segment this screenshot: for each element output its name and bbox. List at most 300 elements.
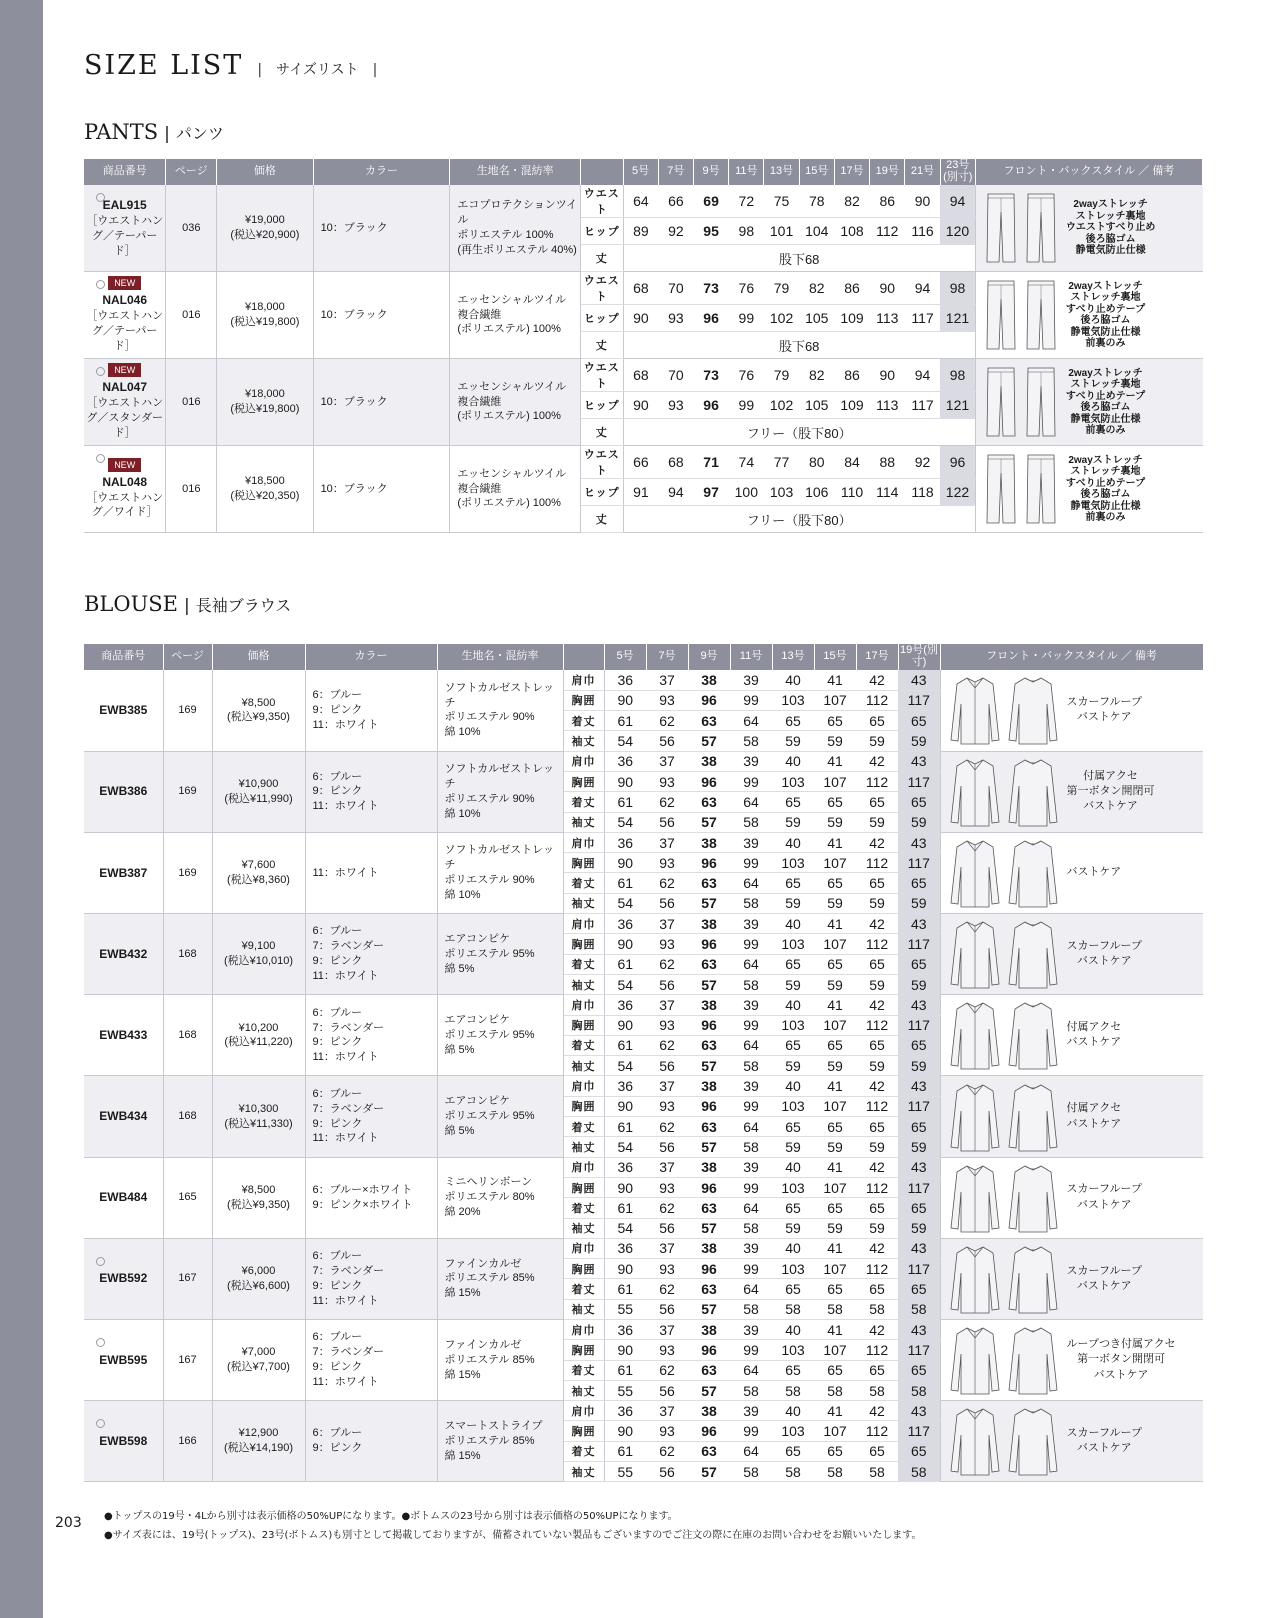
- measure-label: 袖丈: [563, 1380, 604, 1400]
- size-value: 99: [730, 1340, 772, 1360]
- product-cell: [84, 185, 166, 272]
- size-value: 56: [646, 731, 688, 751]
- size-value: 61: [604, 1035, 646, 1055]
- product-cell: [84, 1401, 163, 1482]
- size-value: 103: [772, 934, 814, 954]
- table-row: [84, 185, 1203, 218]
- price-cell: [212, 914, 305, 995]
- measure-label: 袖丈: [563, 1056, 604, 1076]
- note-line: 2wayストレッチ: [1068, 367, 1143, 379]
- size-value: 59: [772, 1218, 814, 1238]
- size-value: 40: [772, 832, 814, 852]
- size-value: 65: [814, 954, 856, 974]
- fabric-line: ファインカルゼ: [444, 1257, 522, 1270]
- size-value: 42: [856, 1076, 898, 1096]
- pants-front-icon: [984, 192, 1018, 264]
- measure-label: 胸囲: [563, 771, 604, 791]
- color-line: 6：ブルー: [312, 1087, 363, 1100]
- size-value: 63: [688, 1441, 730, 1461]
- blouse-illustrations: [949, 1081, 1059, 1153]
- color-cell: [305, 1401, 437, 1482]
- size-value: 59: [814, 731, 856, 751]
- note-line: 付属アクセ: [1066, 1102, 1122, 1115]
- size-value: 104: [799, 218, 834, 245]
- size-value: 65: [772, 792, 814, 812]
- size-value: 40: [772, 1320, 814, 1340]
- pants-illustrations: [984, 279, 1058, 351]
- title-separator-right: |: [372, 62, 378, 78]
- fabric-line: ポリエステル 85%: [444, 1353, 535, 1366]
- size-value: 64: [730, 1441, 772, 1461]
- measure-label: 胸囲: [563, 1015, 604, 1035]
- size-value: 65: [856, 1035, 898, 1055]
- eco-mark-icon: [96, 1257, 105, 1266]
- size-value: 86: [834, 359, 869, 392]
- size-value: 62: [646, 792, 688, 812]
- size-value: 63: [688, 873, 730, 893]
- size-value: 62: [646, 1441, 688, 1461]
- price-tax: (税込¥11,990): [224, 792, 293, 805]
- blouse-item-group: [84, 832, 1203, 913]
- fabric-line: 綿 15%: [444, 1368, 481, 1381]
- blouse-item-group: [84, 1401, 1203, 1482]
- product-cell: [84, 1157, 163, 1238]
- size-value: 38: [688, 1238, 730, 1258]
- product-code: NAL048: [102, 474, 148, 489]
- size-value: 65: [814, 1198, 856, 1218]
- size-value: 63: [688, 1279, 730, 1299]
- size-value: 58: [730, 1137, 772, 1157]
- size-value: 39: [730, 914, 772, 934]
- color-line: 11：ホワイト: [312, 866, 379, 879]
- product-code: EWB433: [99, 1027, 148, 1042]
- size-value: 99: [730, 1259, 772, 1279]
- size-value: 59: [856, 731, 898, 751]
- header-size: [623, 159, 658, 185]
- blouse-illustrations: [949, 1405, 1059, 1477]
- size-value: 40: [772, 670, 814, 690]
- size-value: 65: [898, 1117, 940, 1137]
- product-cell: [84, 1320, 163, 1401]
- fabric-line: 綿 5%: [444, 1043, 475, 1056]
- measure-label: 丈: [581, 506, 624, 533]
- price-tax: (税込¥14,190): [223, 1442, 294, 1455]
- table-row: [84, 1157, 1203, 1177]
- size-value: 59: [898, 893, 940, 913]
- measure-label: 肩巾: [563, 670, 604, 690]
- size-value: 65: [856, 711, 898, 731]
- blouse-back-icon: [1007, 837, 1059, 909]
- size-value: 57: [688, 731, 730, 751]
- price: ¥12,900: [238, 1427, 279, 1440]
- size-value: 93: [646, 771, 688, 791]
- header-fabric: 生地名・混紡率: [450, 159, 581, 185]
- size-value: 65: [856, 1360, 898, 1380]
- size-value: 54: [604, 812, 646, 832]
- fabric-cell: [437, 914, 563, 995]
- note-line: ストレッチ裏地: [1075, 210, 1146, 222]
- size-value: 39: [730, 832, 772, 852]
- size-value: 62: [646, 1279, 688, 1299]
- note-line: ストレッチ裏地: [1070, 379, 1141, 390]
- size-value: 64: [730, 1198, 772, 1218]
- measure-label: 丈: [581, 245, 624, 272]
- pants-item-group: [84, 446, 1203, 533]
- color-line: 7：ラベンダー: [312, 1265, 385, 1278]
- style-cell: [940, 832, 1203, 913]
- header-size-note: (別寸): [911, 644, 938, 668]
- size-value: 105: [799, 305, 834, 332]
- size-value: 58: [772, 1380, 814, 1400]
- size-value: 64: [623, 185, 658, 218]
- note-line: バストケア: [1076, 1198, 1132, 1211]
- price-tax: (税込¥19,800): [230, 316, 300, 328]
- measure-label: 肩巾: [563, 1320, 604, 1340]
- note-line: スカーフループ: [1066, 1426, 1142, 1439]
- size-value: 110: [834, 479, 869, 506]
- fabric-line: 複合繊維: [457, 482, 502, 495]
- size-value: 117: [898, 690, 940, 710]
- blouse-illustrations: [949, 999, 1059, 1071]
- size-value: 58: [856, 1380, 898, 1400]
- fabric-line: ポリエステル 90%: [444, 711, 535, 724]
- measure-label: ヒップ: [581, 305, 624, 332]
- size-value: 65: [772, 1279, 814, 1299]
- blouse-front-icon: [949, 837, 1001, 909]
- blouse-heading-en: BLOUSE: [84, 592, 179, 616]
- header-measure: [581, 159, 624, 185]
- blouse-illustrations: [949, 918, 1059, 990]
- size-value: 37: [646, 832, 688, 852]
- measure-label: 肩巾: [563, 995, 604, 1015]
- size-value: 80: [799, 446, 834, 479]
- table-row: [84, 832, 1203, 852]
- footnotes: [104, 1508, 921, 1545]
- blouse-illustrations: [949, 1162, 1059, 1234]
- style-content: [976, 366, 1203, 438]
- size-value: 102: [764, 305, 799, 332]
- size-value: 96: [688, 1177, 730, 1197]
- size-value: 76: [729, 359, 764, 392]
- size-value: 40: [772, 1076, 814, 1096]
- product-cell: [84, 670, 163, 751]
- color-line: 11：ホワイト: [312, 970, 379, 982]
- price: ¥8,500: [241, 696, 276, 709]
- size-value: 58: [898, 1462, 940, 1482]
- fabric-line: 綿 20%: [444, 1206, 481, 1219]
- size-value: 59: [814, 974, 856, 994]
- size-value: 38: [688, 914, 730, 934]
- size-value: 66: [623, 446, 658, 479]
- eco-mark-icon: [96, 367, 105, 376]
- fabric-line: ソフトカルゼストレッチ: [444, 681, 555, 709]
- size-value: 93: [646, 1177, 688, 1197]
- fabric-cell: [437, 751, 563, 832]
- size-value: 65: [772, 1035, 814, 1055]
- size-value: 112: [856, 934, 898, 954]
- product-cell: [84, 446, 166, 533]
- color-cell: [305, 914, 437, 995]
- product-code: EWB434: [99, 1109, 148, 1124]
- fabric-cell: [437, 995, 563, 1076]
- size-value: 40: [772, 751, 814, 771]
- pants-front-icon: [984, 453, 1018, 525]
- size-value: 41: [814, 1238, 856, 1258]
- size-value: 58: [814, 1380, 856, 1400]
- size-value: 38: [688, 1320, 730, 1340]
- header-size-label: 9号: [702, 165, 720, 178]
- page-cell: 169: [163, 751, 212, 832]
- size-value: 117: [898, 771, 940, 791]
- size-value: 107: [814, 771, 856, 791]
- measure-label: 着丈: [563, 1117, 604, 1137]
- size-value: 39: [730, 751, 772, 771]
- style-content: [941, 756, 1204, 828]
- product-cell: [84, 359, 166, 446]
- size-value: 59: [898, 731, 940, 751]
- size-value: 65: [772, 1117, 814, 1137]
- size-value: 69: [693, 185, 728, 218]
- size-value: 59: [856, 974, 898, 994]
- size-value: 58: [772, 1299, 814, 1319]
- size-value: 100: [729, 479, 764, 506]
- price-tax: (税込¥8,360): [227, 873, 290, 886]
- header-color: カラー: [313, 159, 450, 185]
- size-value: 93: [646, 1096, 688, 1116]
- size-value: 65: [856, 1441, 898, 1461]
- size-value: 65: [856, 1279, 898, 1299]
- fabric-line: ポリエステル 95%: [444, 1110, 535, 1123]
- price: ¥10,900: [238, 777, 279, 790]
- size-value: 103: [772, 690, 814, 710]
- style-content: [941, 918, 1204, 990]
- page-title-jp: サイズリスト: [276, 62, 359, 78]
- size-value: 41: [814, 751, 856, 771]
- size-value: 99: [730, 690, 772, 710]
- size-value: 72: [729, 185, 764, 218]
- color-line: 9：ピンク: [312, 1117, 363, 1130]
- fabric-line: エアコンピケ: [444, 1095, 510, 1108]
- pants-item-group: [84, 359, 1203, 446]
- note-line: 2wayストレッチ: [1073, 199, 1148, 211]
- size-value: 36: [604, 1320, 646, 1340]
- size-value: 92: [905, 446, 940, 479]
- style-notes: [1067, 1426, 1142, 1457]
- size-value: 94: [905, 272, 940, 305]
- size-value: 90: [905, 185, 940, 218]
- color-line: 11：ホワイト: [312, 1132, 379, 1145]
- size-value: 56: [646, 1056, 688, 1076]
- price-cell: [217, 446, 313, 533]
- size-value: 93: [646, 853, 688, 873]
- size-value: 59: [898, 1056, 940, 1076]
- fabric-line: 綿 15%: [444, 1449, 481, 1462]
- price: ¥19,000: [244, 214, 285, 227]
- size-value: 41: [814, 1076, 856, 1096]
- color-line: 7：ラベンダー: [312, 940, 385, 953]
- product-cell: [84, 751, 163, 832]
- fabric-line: 綿 5%: [444, 962, 475, 975]
- size-value: 64: [730, 792, 772, 812]
- price-cell: [212, 1320, 305, 1401]
- header-color: カラー: [305, 644, 437, 670]
- fabric-line: 複合繊維: [457, 308, 502, 321]
- note-line: 前裏のみ: [1085, 425, 1126, 436]
- product-code: NAL047: [102, 380, 148, 395]
- header-size: [730, 644, 772, 670]
- note-line: スカーフループ: [1066, 939, 1142, 952]
- header-size-label: 5号: [616, 650, 634, 663]
- size-value: 37: [646, 670, 688, 690]
- size-value: 103: [772, 1340, 814, 1360]
- header-page: ページ: [166, 159, 217, 185]
- size-value: 61: [604, 1198, 646, 1218]
- size-value: 56: [646, 1462, 688, 1482]
- size-value: 42: [856, 995, 898, 1015]
- table-row: [84, 1076, 1203, 1096]
- size-value: 65: [772, 1360, 814, 1380]
- product-name: ［ウエストハング／テーパード］: [86, 215, 164, 257]
- size-value: 99: [729, 392, 764, 419]
- size-value: 96: [693, 305, 728, 332]
- size-value: 107: [814, 1015, 856, 1035]
- header-product: 商品番号: [84, 159, 166, 185]
- size-value: 109: [834, 392, 869, 419]
- size-value: 79: [764, 359, 799, 392]
- fabric-line: エッセンシャルツイル: [457, 293, 567, 306]
- blouse-item-group: [84, 1157, 1203, 1238]
- header-size-label: 21号: [910, 165, 935, 178]
- eco-mark-icon: [96, 1338, 105, 1347]
- blouse-front-icon: [949, 1405, 1001, 1477]
- size-value: 58: [856, 1462, 898, 1482]
- header-size-label: 13号: [769, 165, 794, 178]
- size-value: 54: [604, 1137, 646, 1157]
- size-value: 56: [646, 812, 688, 832]
- size-value: 108: [834, 218, 869, 245]
- price-cell: [217, 185, 313, 272]
- size-value: 117: [898, 853, 940, 873]
- color-line: 6：ブルー: [312, 1250, 363, 1263]
- color-line: 11：ホワイト: [312, 718, 379, 731]
- measure-label: 着丈: [563, 954, 604, 974]
- size-value: 36: [604, 1401, 646, 1421]
- size-value: 57: [688, 1137, 730, 1157]
- size-value: 96: [688, 771, 730, 791]
- size-value: 59: [772, 974, 814, 994]
- blouse-back-icon: [1007, 1324, 1059, 1396]
- color-cell: [305, 1320, 437, 1401]
- size-value: 74: [729, 446, 764, 479]
- header-size-label: 7号: [667, 165, 685, 178]
- fabric-line: 綿 10%: [444, 807, 481, 820]
- header-size-label: 17号: [865, 650, 889, 663]
- size-value: 76: [729, 272, 764, 305]
- price-tax: (税込¥9,350): [227, 711, 290, 724]
- blouse-illustrations: [949, 674, 1059, 746]
- style-cell: [940, 995, 1203, 1076]
- page-cell: 036: [166, 185, 217, 272]
- size-value: 98: [940, 359, 975, 392]
- price: ¥10,200: [238, 1021, 279, 1034]
- size-value: 61: [604, 1360, 646, 1380]
- fabric-line: エコプロテクションツイル: [457, 199, 578, 227]
- note-line: 静電気防止仕様: [1070, 413, 1141, 425]
- size-value: 93: [646, 1421, 688, 1441]
- size-value: 114: [870, 479, 905, 506]
- size-value: 57: [688, 974, 730, 994]
- side-color-bar: [0, 0, 43, 1618]
- size-value: 94: [905, 359, 940, 392]
- table-row: [84, 1320, 1203, 1340]
- measure-label: 袖丈: [563, 1218, 604, 1238]
- price-cell: [217, 359, 313, 446]
- blouse-item-group: [84, 1076, 1203, 1157]
- note-line: 付属アクセ: [1083, 769, 1138, 782]
- size-value: 56: [646, 1380, 688, 1400]
- color-cell: 10：ブラック: [313, 185, 450, 272]
- price-tax: (税込¥9,350): [227, 1198, 290, 1211]
- pants-back-icon: [1024, 279, 1058, 351]
- size-value: 62: [646, 1035, 688, 1055]
- size-value: 68: [623, 359, 658, 392]
- size-value: 58: [898, 1380, 940, 1400]
- size-value: 54: [604, 893, 646, 913]
- size-value: 38: [688, 832, 730, 852]
- size-value: 55: [604, 1462, 646, 1482]
- size-value: 103: [772, 1096, 814, 1116]
- size-value: 99: [729, 305, 764, 332]
- size-value: 37: [646, 751, 688, 771]
- size-value: 117: [898, 1177, 940, 1197]
- size-value: 59: [772, 1137, 814, 1157]
- style-cell: [975, 359, 1202, 446]
- measure-label: 着丈: [563, 792, 604, 812]
- measure-label: 胸囲: [563, 1340, 604, 1360]
- note-line: 後ろ脇ゴム: [1085, 233, 1136, 245]
- size-value: 89: [623, 218, 658, 245]
- measure-label: 着丈: [563, 873, 604, 893]
- size-value: 62: [646, 1117, 688, 1137]
- size-value: 121: [940, 305, 975, 332]
- price-cell: [212, 1238, 305, 1319]
- size-value: 39: [730, 670, 772, 690]
- size-value: 40: [772, 995, 814, 1015]
- price: ¥7,000: [241, 1346, 276, 1359]
- size-value: 42: [856, 1238, 898, 1258]
- price-tax: (税込¥7,700): [227, 1361, 290, 1374]
- pants-size-table: [84, 159, 1203, 533]
- fabric-line: 綿 5%: [444, 1124, 475, 1137]
- product-code: NAL046: [102, 293, 148, 308]
- style-content: [976, 453, 1203, 525]
- product-code: EWB592: [99, 1271, 148, 1286]
- header-measure: [563, 644, 604, 670]
- fabric-line: 綿 10%: [444, 888, 481, 901]
- color-line: 6：ブルー×ホワイト: [312, 1183, 413, 1196]
- fabric-cell: [450, 446, 581, 533]
- size-value: 112: [870, 218, 905, 245]
- product-cell: [84, 914, 163, 995]
- measure-label: 丈: [581, 332, 624, 359]
- header-size: [688, 644, 730, 670]
- size-value: 103: [772, 853, 814, 873]
- blouse-illustrations: [949, 837, 1059, 909]
- size-value: 55: [604, 1380, 646, 1400]
- size-value: 59: [856, 1218, 898, 1238]
- size-value: 54: [604, 974, 646, 994]
- fabric-cell: [450, 359, 581, 446]
